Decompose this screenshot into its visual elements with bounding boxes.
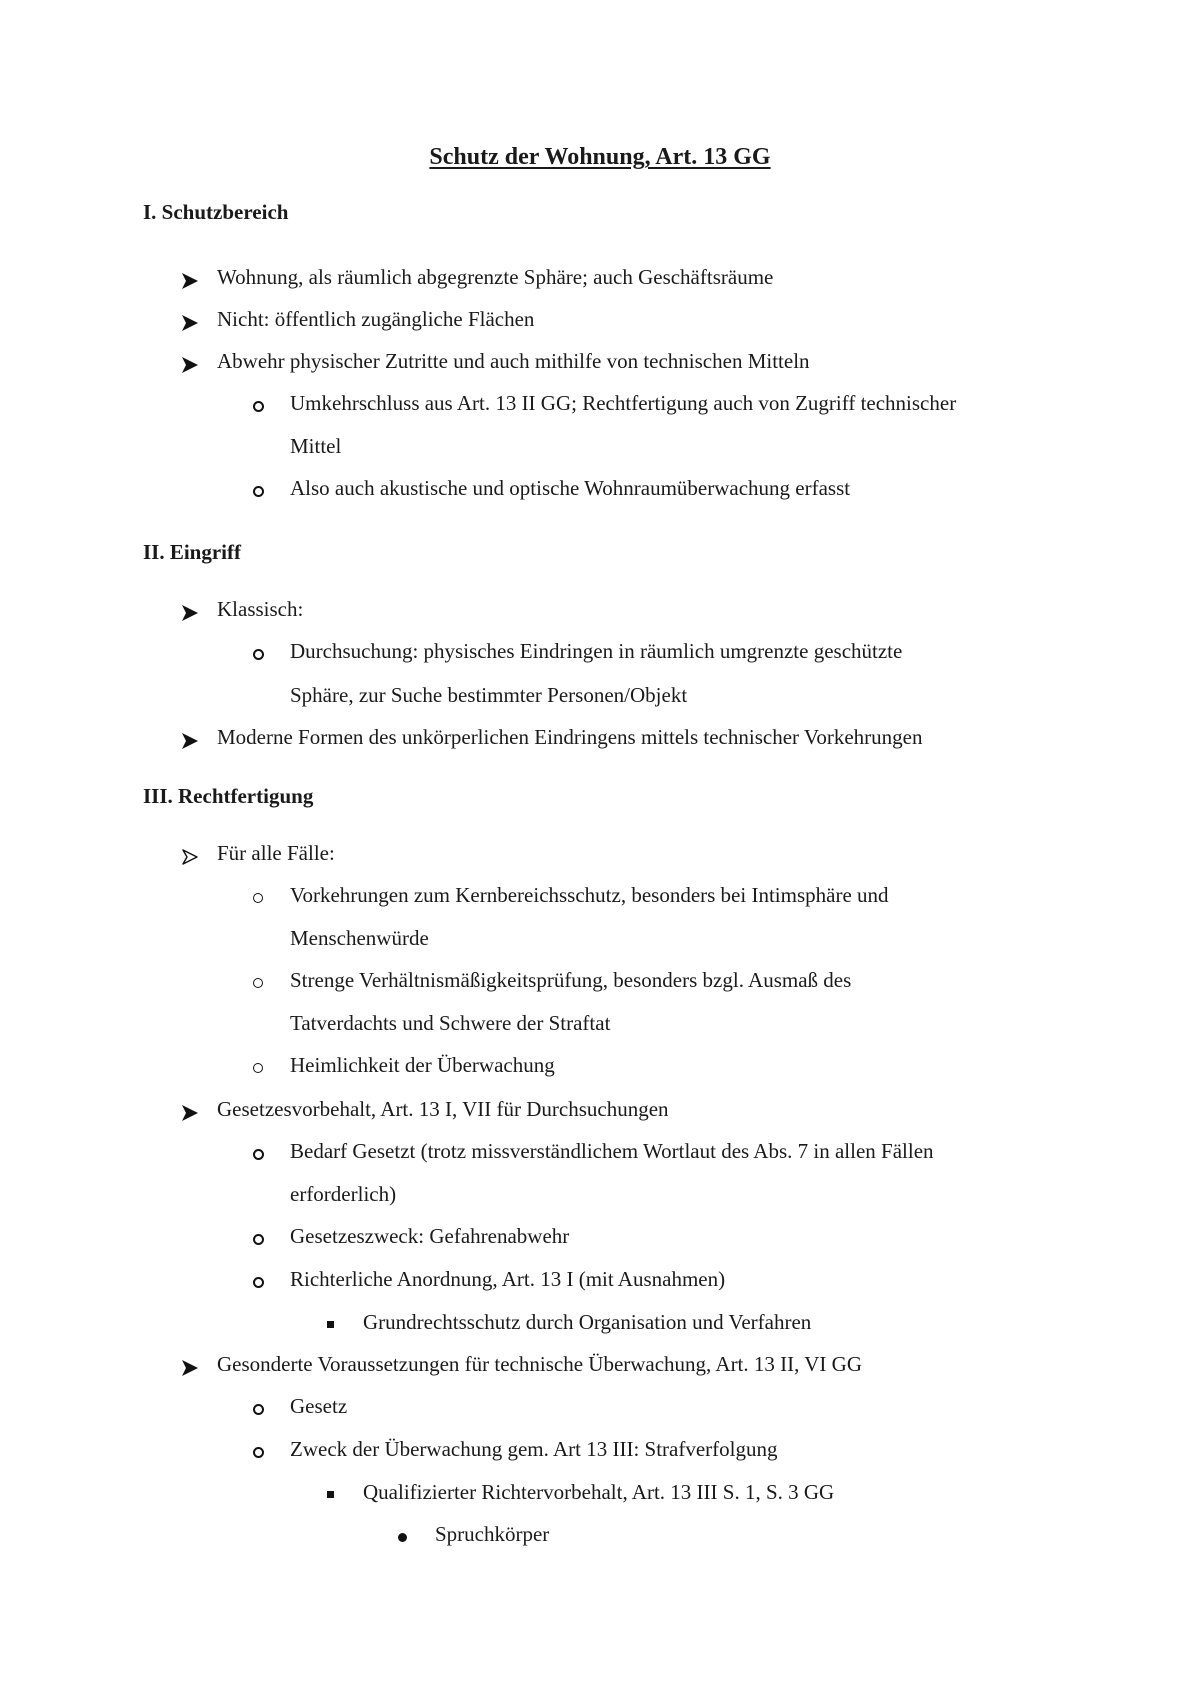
square-bullet-icon [327,1491,334,1498]
list-item: Für alle Fälle: [217,841,335,865]
circle-bullet-icon [253,486,264,497]
list-item: Moderne Formen des unkörperlichen Eindringens mittels technischer Vorkehrungen [217,725,923,749]
list-item: Vorkehrungen zum Kernbereichsschutz, besonders bei Intimsphäre und [290,883,889,907]
list-item: Spruchkörper [435,1522,550,1546]
list-item-continuation: Tatverdachts und Schwere der Straftat [290,1011,611,1035]
list-item: Umkehrschluss aus Art. 13 II GG; Rechtfertigung auch von Zugriff technischer [290,391,957,415]
section-heading-eingriff: II. Eingriff [143,540,242,564]
dot-bullet-icon [398,1533,407,1542]
square-bullet-icon [327,1321,334,1328]
list-item: Klassisch: [217,597,304,621]
list-item-continuation: Sphäre, zur Suche bestimmter Personen/Objekt [290,683,688,707]
arrow-bullet-icon [180,313,200,333]
circle-bullet-icon [253,1063,263,1073]
list-item-continuation: Mittel [290,434,342,458]
list-item: Gesetzeszweck: Gefahrenabwehr [290,1224,570,1248]
circle-bullet-icon [253,893,263,903]
section-heading-rechtfertigung: III. Rechtfertigung [143,784,314,808]
arrow-bullet-icon [180,731,200,751]
list-item: Wohnung, als räumlich abgegrenzte Sphäre; auch Geschäftsräume [217,265,774,289]
document-title: Schutz der Wohnung, Art. 13 GG [429,144,771,170]
list-item-continuation: Menschenwürde [290,926,429,950]
list-item: Heimlichkeit der Überwachung [290,1053,555,1077]
circle-bullet-icon [253,649,264,660]
list-item: Also auch akustische und optische Wohnraumüberwachung erfasst [290,476,851,500]
list-item-continuation: erforderlich) [290,1182,397,1206]
list-item: Zweck der Überwachung gem. Art 13 III: Strafverfolgung [290,1437,778,1461]
list-item: Bedarf Gesetzt (trotz missverständlichem Wortlaut des Abs. 7 in allen Fällen [290,1139,934,1163]
list-item: Abwehr physischer Zutritte und auch mithilfe von technischen Mitteln [217,349,810,373]
list-item: Nicht: öffentlich zugängliche Flächen [217,307,535,331]
list-item: Durchsuchung: physisches Eindringen in räumlich umgrenzte geschützte [290,639,903,663]
circle-bullet-icon [253,978,263,988]
outline-arrow-bullet-icon [180,847,200,867]
circle-bullet-icon [253,1234,264,1245]
arrow-bullet-icon [180,1358,200,1378]
list-item: Grundrechtsschutz durch Organisation und Verfahren [363,1310,812,1334]
list-item: Richterliche Anordnung, Art. 13 I (mit Ausnahmen) [290,1267,726,1291]
arrow-bullet-icon [180,355,200,375]
list-item: Strenge Verhältnismäßigkeitsprüfung, besonders bzgl. Ausmaß des [290,968,852,992]
list-item: Gesetzesvorbehalt, Art. 13 I, VII für Durchsuchungen [217,1097,669,1121]
list-item: Qualifizierter Richtervorbehalt, Art. 13 III S. 1, S. 3 GG [363,1480,835,1504]
circle-bullet-icon [253,1447,264,1458]
arrow-bullet-icon [180,603,200,623]
list-item: Gesetz [290,1394,348,1418]
circle-bullet-icon [253,1149,264,1160]
arrow-bullet-icon [180,1103,200,1123]
circle-bullet-icon [253,1277,264,1288]
section-heading-schutzbereich: I. Schutzbereich [143,200,289,224]
circle-bullet-icon [253,1404,264,1415]
circle-bullet-icon [253,401,264,412]
arrow-bullet-icon [180,271,200,291]
list-item: Gesonderte Voraussetzungen für technische Überwachung, Art. 13 II, VI GG [217,1352,862,1376]
